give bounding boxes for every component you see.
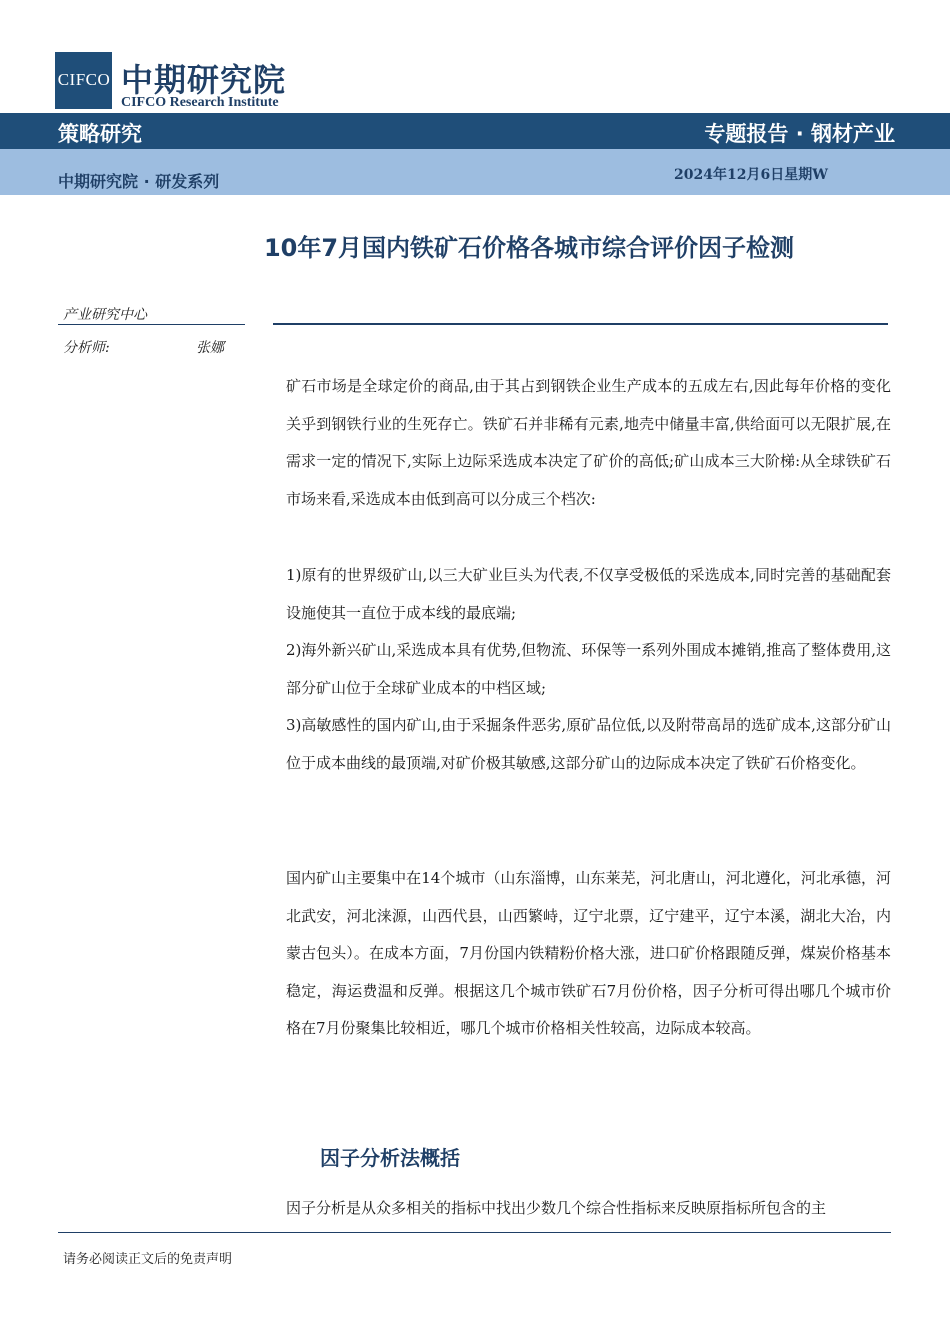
sidebar-divider [58, 324, 245, 325]
logo-en-name: CIFCO Research Institute [121, 95, 279, 110]
department: 产业研究中心 [63, 307, 147, 323]
analyst-name: 张娜 [196, 340, 224, 356]
paragraph-tier-2: 2)海外新兴矿山,采选成本具有优势,但物流、环保等一系列外围成本摊销,推高了整体费用,这部分矿山位于全球矿业成本的中档区域; [286, 641, 891, 697]
report-date: 2024年12月6日星期W [674, 167, 828, 183]
page-title: 10年7月国内铁矿石价格各城市综合评价因子检测 [263, 234, 795, 262]
paragraph-tier-1: 1)原有的世界级矿山,以三大矿业巨头为代表,不仅享受极低的采选成本,同时完善的基础配套设施使其一直位于成本线的最底端; [286, 566, 891, 622]
logo-cn-name: 中期研究院 [121, 61, 287, 99]
cifco-logo [55, 52, 112, 109]
paragraph-factor-analysis: 因子分析是从众多相关的指标中找出少数几个综合性指标来反映原指标所包含的主 [286, 1199, 827, 1217]
disclaimer-note: 请务必阅读正文后的免责声明 [63, 1252, 233, 1267]
header-band [0, 113, 950, 149]
footer-divider [58, 1232, 891, 1233]
paragraph-tier-3: 3)高敏感性的国内矿山,由于采掘条件恶劣,原矿品位低,以及附带高昂的选矿成本,这部分矿山位于成本曲线的最顶端,对矿价极其敏感,这部分矿山的边际成本决定了铁矿石价格变化。 [286, 716, 891, 772]
logo-box-text: CIFCO [57, 70, 111, 89]
analyst-label: 分析师: [63, 340, 110, 356]
report-series: 中期研究院 · 研发系列 [58, 172, 220, 191]
content-divider [273, 323, 888, 325]
section-heading: 因子分析法概括 [320, 1146, 460, 1170]
report-type: 专题报告 · 钢材产业 [704, 122, 895, 146]
report-category: 策略研究 [58, 122, 142, 146]
paragraph-domestic-mines: 国内矿山主要集中在14个城市（山东淄博，山东莱芜，河北唐山，河北遵化，河北承德，河北武安，河北涞源，山西代县，山西繁峙，辽宁北票，辽宁建平，辽宁本溪，湖北大冶，内蒙古包头）。在成本方面，7月份国内铁精粉价格大涨，进口矿价格跟随反弹，煤炭价格基本稳定，海运费温和反弹。根据这几个城市铁矿石7月份价格，因子分析可得出哪几个城市价格在7月份聚集比较相近，哪几个城市价格相关性较高，边际成本较高。 [286, 869, 891, 1037]
subheader-band [0, 149, 950, 195]
paragraph-intro: 矿石市场是全球定价的商品,由于其占到钢铁企业生产成本的五成左右,因此每年价格的变化关乎到钢铁行业的生死存亡。铁矿石并非稀有元素,地壳中储量丰富,供给面可以无限扩展,在需求一定的情况下,实际上边际采选成本决定了矿价的高低;矿山成本三大阶梯:从全球铁矿石市场来看,采选成本由低到高可以分成三个档次: [286, 377, 891, 508]
